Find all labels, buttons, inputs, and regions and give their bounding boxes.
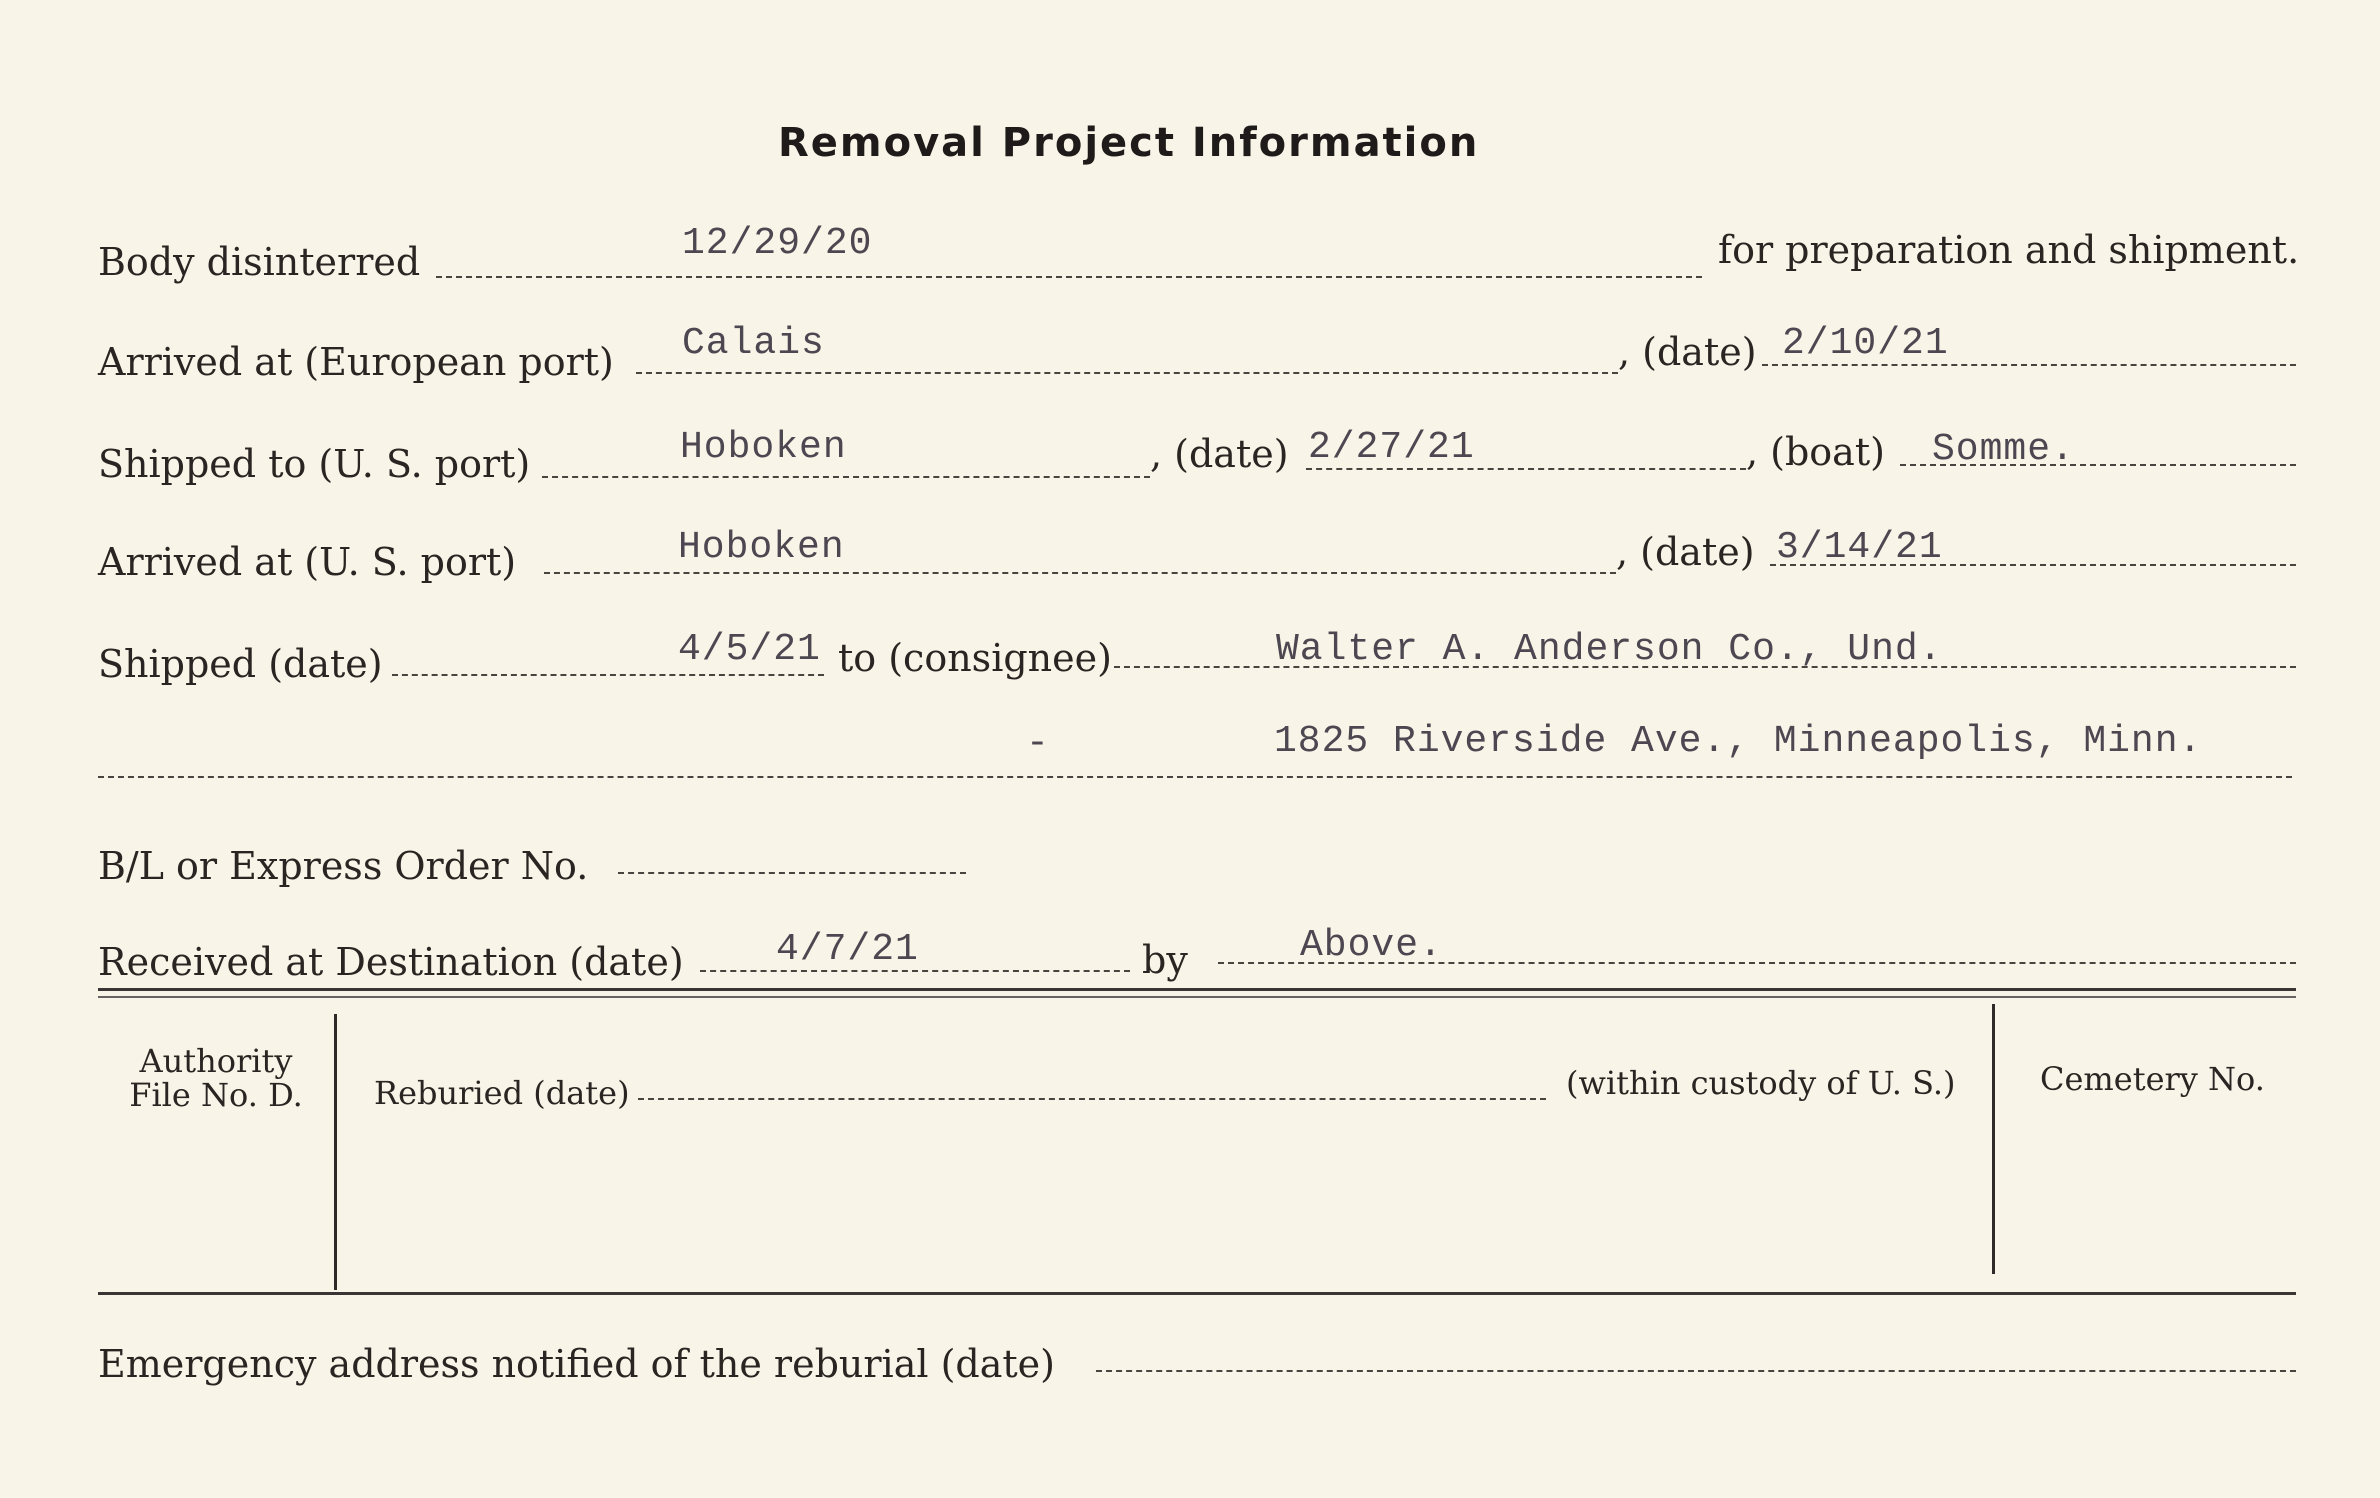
arrived-us-port-value: Hoboken (678, 526, 845, 569)
body-disinterred-label: Body disinterred (98, 240, 421, 284)
shipped-date-label: Shipped (date) (98, 642, 383, 686)
table-bottom-rule (98, 1292, 2296, 1295)
european-port-date-label: , (date) (1618, 330, 1757, 374)
bl-order-line (618, 872, 966, 874)
table-top-rule-1 (98, 988, 2296, 991)
body-disinterred-line (436, 276, 1702, 278)
shipped-us-port-date: 2/27/21 (1308, 426, 1475, 469)
european-port-value: Calais (682, 322, 825, 365)
received-label: Received at Destination (date) (98, 940, 684, 984)
consignee-address: 1825 Riverside Ave., Minneapolis, Minn. (1274, 720, 2203, 763)
arrived-us-port-date-label: , (date) (1616, 530, 1755, 574)
table-top-rule-2 (98, 996, 2296, 998)
european-port-line (636, 372, 1618, 374)
shipped-date-value: 4/5/21 (678, 628, 821, 671)
received-by-label: by (1142, 938, 1188, 982)
address-line (98, 776, 2292, 778)
boat-value: Somme. (1932, 428, 2075, 471)
address-dash: - (1026, 722, 1050, 765)
authority-file-label (98, 1044, 334, 1112)
custody-label: (within custody of U. S.) (1566, 1064, 1956, 1102)
authority-label-line1: Authority (139, 1042, 293, 1080)
shipped-us-port-value: Hoboken (680, 426, 847, 469)
shipped-date-line (392, 674, 824, 676)
emergency-line (1096, 1370, 2296, 1372)
emergency-label: Emergency address notified of the reburial (date) (98, 1342, 1055, 1386)
body-disinterred-value: 12/29/20 (682, 222, 873, 265)
arrived-us-port-date: 3/14/21 (1776, 526, 1943, 569)
consignee-value: Walter A. Anderson Co., Und. (1276, 628, 1943, 671)
arrived-us-port-label: Arrived at (U. S. port) (98, 540, 517, 584)
european-port-date: 2/10/21 (1782, 322, 1949, 365)
card-title: Removal Project Information (778, 120, 1480, 166)
european-port-label: Arrived at (European port) (98, 340, 614, 384)
shipped-us-port-date-label: , (date) (1150, 432, 1289, 476)
reburied-label: Reburied (date) (374, 1074, 630, 1112)
boat-label: , (boat) (1746, 430, 1885, 474)
received-by-value: Above. (1300, 924, 1443, 967)
table-divider-left (334, 1014, 337, 1290)
authority-label-line2: File No. D. (129, 1076, 303, 1114)
cemetery-no-label: Cemetery No. (2040, 1060, 2265, 1098)
bl-order-label: B/L or Express Order No. (98, 844, 589, 888)
shipped-us-port-label: Shipped to (U. S. port) (98, 442, 531, 486)
table-divider-right (1992, 1004, 1995, 1274)
arrived-us-port-line (544, 572, 1616, 574)
consignee-label: to (consignee) (838, 636, 1112, 680)
shipped-us-port-line (542, 476, 1150, 478)
received-date-value: 4/7/21 (776, 928, 919, 971)
reburied-line (638, 1098, 1546, 1100)
body-disinterred-suffix: for preparation and shipment. (1718, 228, 2300, 272)
